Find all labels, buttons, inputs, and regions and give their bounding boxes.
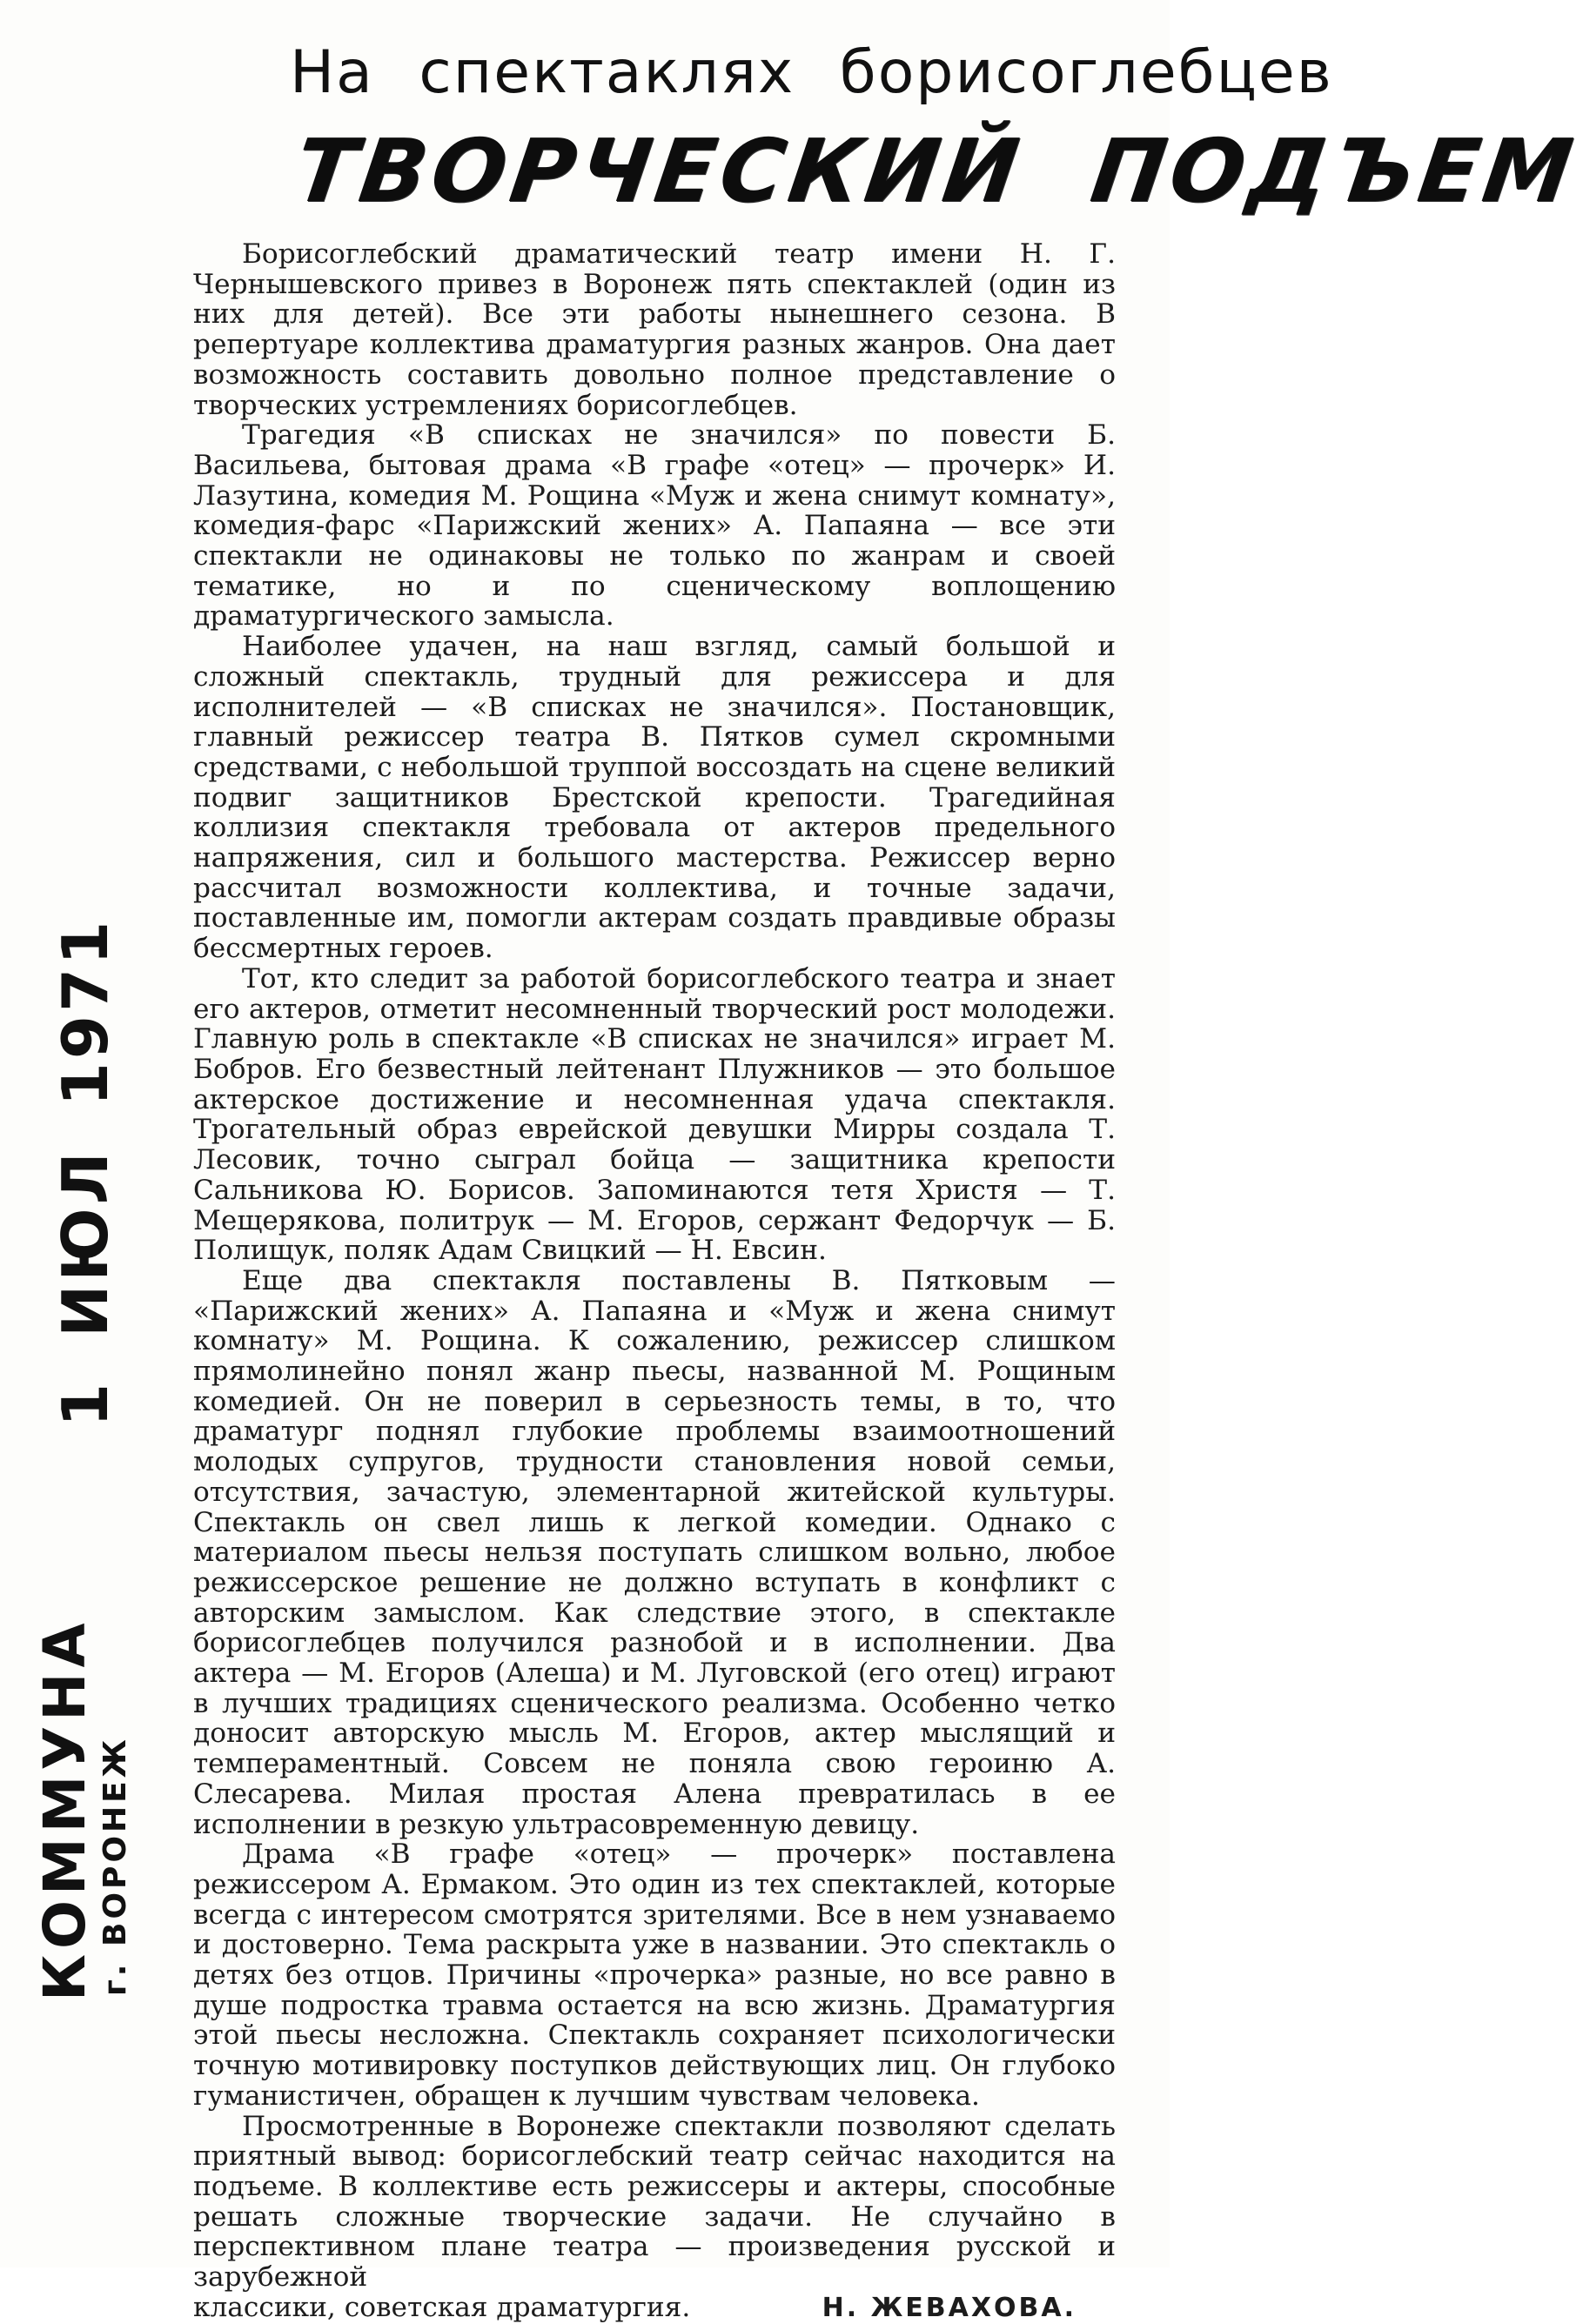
- rubric-text: На спектаклях борисоглебцев: [290, 37, 1333, 107]
- article-paragraph: Тот, кто следит за работой борисоглебского театра и знает его актеров, отметит несомненный творческий рост молодежи. Главную роль в спектакле «В списках не значился» играет М. Бобров. Его безвестный лейтенант Плужников — это большое актерское достижение и несомненная удача спектакля. Трогательный образ еврейской девушки Мирры создала Т. Лесовик, точно сыграл бойца — защитника крепости Сальникова Ю. Борисов. Запоминаются тетя Христя — Т. Мещерякова, политрук — М. Егоров, сержант Федорчук — Б. Полищук, поляк Адам Свицкий — Н. Евсин.: [193, 962, 1116, 1267]
- article-paragraph: Наиболее удачен, на наш взгляд, самый большой и сложный спектакль, трудный для режиссера и для исполнителей — «В списках не значился». Постановщик, главный режиссер театра В. Пятков сумел скромными средствами, с небольшой труппой воссоздать на сцене великий подвиг защитников Брестской крепости. Трагедийная коллизия спектакля требовала от актеров предельного напряжения, сил и большого мастерства. Режиссер верно рассчитал возможности коллектива, и точные задачи, поставленные им, помогли актерам создать правдивые образы бессмертных героев.: [193, 631, 1116, 965]
- article-paragraph: Драма «В графе «отец» — прочерк» поставлена режиссером А. Ермаком. Это один из тех спектаклей, которые всегда с интересом смотрятся зрителями. Все в нем узнаваемо и достоверно. Тема раскрыта уже в названии. Это спектакль о детях без отцов. Причины «прочерка» разные, но все равно в душе подростка травма остается на всю жизнь. Драматургия этой пьесы несложна. Спектакль сохраняет психологически точную мотивировку поступков действующих лиц. Он глубоко гуманистичен, обращен к лучшим чувствам человека.: [193, 1838, 1116, 2112]
- article-paragraph: Просмотренные в Воронеже спектакли позволяют сделать приятный вывод: борисоглебский театр сейчас находится на подъеме. В коллективе есть режиссеры и актеры, способные решать сложные творческие задачи. Не случайно в перспективном плане театра — произведения русской и зарубежной: [193, 2110, 1116, 2294]
- newspaper-name: КОММУНА: [31, 1617, 98, 2001]
- newspaper-city: г. ВОРОНЕЖ: [97, 1736, 133, 1996]
- headline: ТВОРЧЕСКИЙ ПОДЪЕМ: [288, 120, 1583, 222]
- signature-row: [193, 2293, 1116, 2324]
- article-paragraph: Трагедия «В списках не значился» по повести Б. Васильева, бытовая драма «В графе «отец» — прочерк» И. Лазутина, комедия М. Рощина «Муж и жена снимут комнату», комедия-фарс «Парижский жених» А. Папаяна — все эти спектакли не одинаковы не только по жанрам и своей тематике, но и по сценическому воплощению драматургического замысла.: [193, 419, 1116, 633]
- newspaper-stamp: [31, 1617, 148, 2001]
- rubric-kicker: [248, 33, 1333, 111]
- article-paragraph: Борисоглебский драматический театр имени Н. Г. Чернышевского привез в Воронеж пять спектаклей (один из них для детей). Все эти работы нынешнего сезона. В репертуаре коллектива драматургия разных жанров. Она дает возможность составить довольно полное представление о творческих устремлениях борисоглебцев.: [193, 238, 1116, 421]
- article-body: [193, 238, 1116, 2323]
- author-signature: Н. ЖЕВАХОВА.: [822, 2292, 1077, 2323]
- article-last-line: классики, советская драматургия.: [193, 2291, 691, 2323]
- date-stamp: 1 ИЮЛ 1971: [49, 917, 122, 1427]
- article-paragraph: Еще два спектакля поставлены В. Пятковым — «Парижский жених» А. Папаяна и «Муж и жена снимут комнату» М. Рощина. К сожалению, режиссер слишком прямолинейно понял жанр пьесы, названной М. Рощиным комедией. Он не поверил в серьезность темы, в то, что драматург поднял глубокие проблемы взаимоотношений молодых супругов, трудности становления новой семьи, отсутствия, зачастую, элементарной житейской культуры. Спектакль он свел лишь к легкой комедии. Однако с материалом пьесы нельзя поступать слишком вольно, любое режиссерское решение не должно вступать в конфликт с авторским замыслом. Как следствие этого, в спектакле борисоглебцев получился разнобой и в исполнении. Два актера — М. Егоров (Алеша) и М. Луговской (его отец) играют в лучших традициях сценического реализма. Особенно четко доносит авторскую мысль М. Егоров, актер мыслящий и темпераментный. Совсем не поняла свою героиню А. Слесарева. Милая простая Алена превратилась в ее исполнении в резкую ультрасовременную девицу.: [193, 1264, 1116, 1840]
